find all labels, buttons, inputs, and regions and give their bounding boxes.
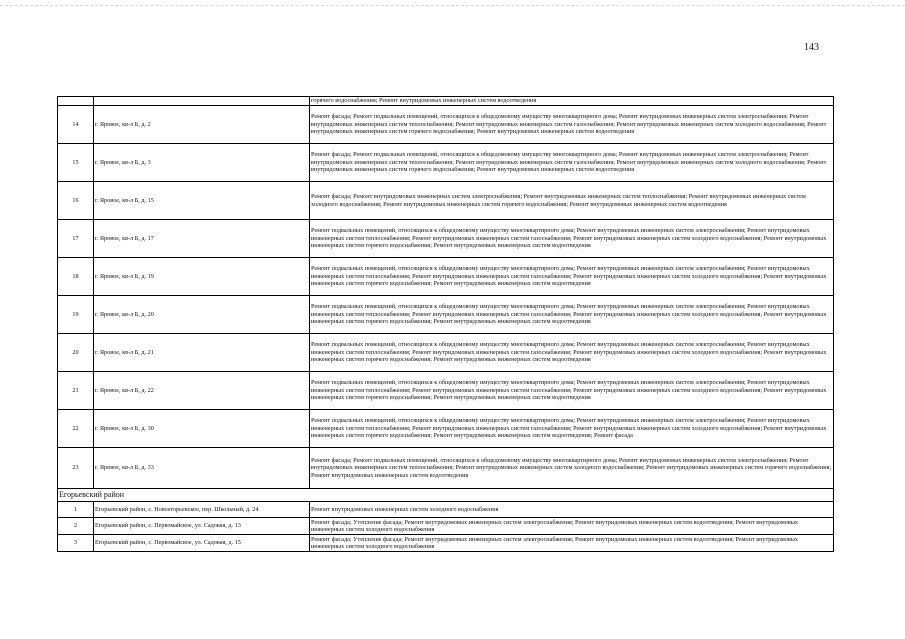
row-works: Ремонт фасада; Ремонт подвальных помещений, относящихся к общедомовому имуществу многоквартирного дома; Ремонт внутридомовых инженерных систем электроснабжения; Ремонт внутридомовых инженерных систем теплоснабжения; Ремонт внутридомовых инженерных систем холодного водоснабжения; Ремонт внутридомовых инженерных систем горячего водоснабжения; Ремонт внутридомовых инженерных систем водоотведения [310, 448, 834, 489]
table-row [58, 535, 834, 552]
row-works: Ремонт внутридомовых инженерных систем холодного водоснабжения [310, 502, 834, 518]
row-works: Ремонт подвальных помещений, относящихся к общедомовому имуществу многоквартирного дома; Ремонт внутридомовых инженерных систем электроснабжения; Ремонт внутридомовых инженерных систем теплоснабжения; Ремонт внутридомовых инженерных систем газоснабжения; Ремонт внутридомовых инженерных систем холодного водоснабжения; Ремонт внутридомовых инженерных систем горячего водоснабжения; Ремонт внутридомовых инженерных систем водоотведения [310, 296, 834, 334]
row-number: 17 [58, 220, 94, 258]
row-address: г. Яровое, кв-л Б, д. 20 [94, 296, 310, 334]
table-row [58, 106, 834, 144]
table-row [58, 372, 834, 410]
row-works: горячего водоснабжения; Ремонт внутридомовых инженерных систем водоотведения [310, 97, 834, 106]
row-address: Егорьевский район, с. Первомайское, ул. Садовая, д. 13 [94, 518, 310, 535]
scan-artifact-line [0, 5, 905, 6]
table-row [58, 220, 834, 258]
row-number: 15 [58, 144, 94, 182]
row-number: 16 [58, 182, 94, 220]
row-address: г. Яровое, кв-л Б, д. 15 [94, 182, 310, 220]
row-number: 23 [58, 448, 94, 489]
repair-works-table [57, 96, 834, 552]
row-address: г. Яровое, кв-л Б, д. 33 [94, 448, 310, 489]
row-address: Егорьевский район, с. Новоегорьевское, пер. Школьный, д. 24 [94, 502, 310, 518]
row-number [58, 97, 94, 106]
row-works: Ремонт подвальных помещений, относящихся к общедомовому имуществу многоквартирного дома; Ремонт внутридомовых инженерных систем электроснабжения; Ремонт внутридомовых инженерных систем теплоснабжения; Ремонт внутридомовых инженерных систем газоснабжения; Ремонт внутридомовых инженерных систем холодного водоснабжения; Ремонт внутридомовых инженерных систем горячего водоснабжения; Ремонт внутридомовых инженерных систем водоотведения; Ремонт фасада [310, 410, 834, 448]
row-address [94, 97, 310, 106]
row-address: Егорьевский район, с. Первомайское, ул. Садовая, д. 15 [94, 535, 310, 552]
row-works: Ремонт подвальных помещений, относящихся к общедомовому имуществу многоквартирного дома; Ремонт внутридомовых инженерных систем электроснабжения; Ремонт внутридомовых инженерных систем теплоснабжения; Ремонт внутридомовых инженерных систем газоснабжения; Ремонт внутридомовых инженерных систем холодного водоснабжения; Ремонт внутридомовых инженерных систем горячего водоснабжения; Ремонт внутридомовых инженерных систем водоотведения [310, 220, 834, 258]
row-number: 1 [58, 502, 94, 518]
table-row [58, 518, 834, 535]
table-row [58, 97, 834, 106]
row-address: г. Яровое, кв-л Б, д. 3 [94, 144, 310, 182]
row-number: 19 [58, 296, 94, 334]
table-row [58, 334, 834, 372]
row-works: Ремонт подвальных помещений, относящихся к общедомовому имуществу многоквартирного дома; Ремонт внутридомовых инженерных систем электроснабжения; Ремонт внутридомовых инженерных систем теплоснабжения; Ремонт внутридомовых инженерных систем газоснабжения; Ремонт внутридомовых инженерных систем холодного водоснабжения; Ремонт внутридомовых инженерных систем горячего водоснабжения; Ремонт внутридомовых инженерных систем водоотведения [310, 334, 834, 372]
row-address: г. Яровое, кв-л Б, д. 2 [94, 106, 310, 144]
row-address: г. Яровое, кв-л Б, д. 30 [94, 410, 310, 448]
table-row [58, 182, 834, 220]
row-number: 20 [58, 334, 94, 372]
table-row [58, 448, 834, 489]
table-row [58, 502, 834, 518]
row-works: Ремонт фасада; Ремонт подвальных помещений, относящихся к общедомовому имуществу многоквартирного дома; Ремонт внутридомовых инженерных систем электроснабжения; Ремонт внутридомовых инженерных систем теплоснабжения; Ремонт внутридомовых инженерных систем газоснабжения; Ремонт внутридомовых инженерных систем холодного водоснабжения; Ремонт внутридомовых инженерных систем горячего водоснабжения; Ремонт внутридомовых инженерных систем водоотведения [310, 106, 834, 144]
row-number: 3 [58, 535, 94, 552]
table-row [58, 144, 834, 182]
row-number: 14 [58, 106, 94, 144]
row-address: г. Яровое, кв-л Б, д. 19 [94, 258, 310, 296]
row-number: 21 [58, 372, 94, 410]
row-address: г. Яровое, кв-л Б, д. 17 [94, 220, 310, 258]
district-heading: Егорьевский район [58, 489, 834, 502]
table-row [58, 258, 834, 296]
page-number: 143 [804, 42, 819, 53]
table-row [58, 410, 834, 448]
district-header-row [58, 489, 834, 502]
row-works: Ремонт подвальных помещений, относящихся к общедомовому имуществу многоквартирного дома; Ремонт внутридомовых инженерных систем электроснабжения; Ремонт внутридомовых инженерных систем теплоснабжения; Ремонт внутридомовых инженерных систем газоснабжения; Ремонт внутридомовых инженерных систем холодного водоснабжения; Ремонт внутридомовых инженерных систем горячего водоснабжения; Ремонт внутридомовых инженерных систем водоотведения [310, 372, 834, 410]
table-row [58, 296, 834, 334]
row-number: 22 [58, 410, 94, 448]
row-works: Ремонт фасада; Утепление фасада; Ремонт внутридомовых инженерных систем электроснабжения; Ремонт внутридомовых инженерных систем водоотведения; Ремонт внутридомовых инженерных систем холодного водоснабжения [310, 535, 834, 552]
row-works: Ремонт подвальных помещений, относящихся к общедомовому имуществу многоквартирного дома; Ремонт внутридомовых инженерных систем электроснабжения; Ремонт внутридомовых инженерных систем теплоснабжения; Ремонт внутридомовых инженерных систем газоснабжения; Ремонт внутридомовых инженерных систем холодного водоснабжения; Ремонт внутридомовых инженерных систем горячего водоснабжения; Ремонт внутридомовых инженерных систем водоотведения [310, 258, 834, 296]
row-number: 18 [58, 258, 94, 296]
row-works: Ремонт фасада; Утепление фасада; Ремонт внутридомовых инженерных систем электроснабжения; Ремонт внутридомовых инженерных систем водоотведения; Ремонт внутридомовых инженерных систем холодного водоснабжения [310, 518, 834, 535]
row-address: г. Яровое, кв-л Б, д. 21 [94, 334, 310, 372]
row-works: Ремонт фасада; Ремонт подвальных помещений, относящихся к общедомовому имуществу многоквартирного дома; Ремонт внутридомовых инженерных систем электроснабжения; Ремонт внутридомовых инженерных систем теплоснабжения; Ремонт внутридомовых инженерных систем газоснабжения; Ремонт внутридомовых инженерных систем холодного водоснабжения; Ремонт внутридомовых инженерных систем горячего водоснабжения; Ремонт внутридомовых инженерных систем водоотведения [310, 144, 834, 182]
row-number: 2 [58, 518, 94, 535]
row-works: Ремонт фасада; Ремонт внутридомовых инженерных систем электроснабжения; Ремонт внутридомовых инженерных систем теплоснабжения; Ремонт внутридомовых инженерных систем холодного водоснабжения; Ремонт внутридомовых инженерных систем горячего водоснабжения; Ремонт внутридомовых инженерных систем водоотведения [310, 182, 834, 220]
row-address: г. Яровое, кв-л Б, д. 22 [94, 372, 310, 410]
